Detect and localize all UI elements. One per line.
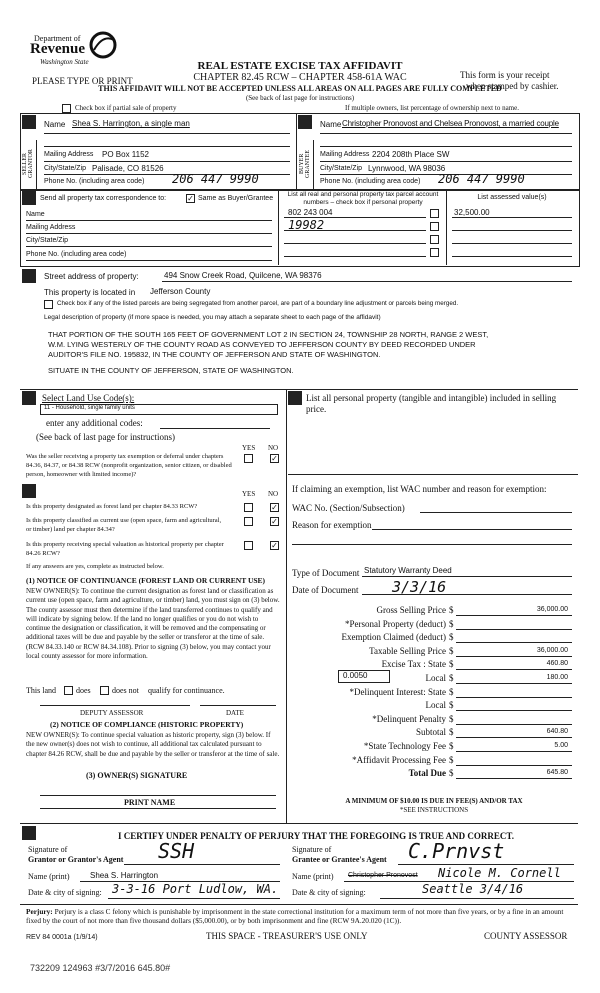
sale-row-currency: $ (449, 755, 454, 765)
seller-mailing[interactable]: PO Box 1152 (102, 150, 149, 159)
segregated-checkbox[interactable] (44, 300, 53, 309)
sale-row-value[interactable]: 645.80 (546, 769, 568, 776)
sale-row-currency: $ (449, 714, 454, 724)
send-correspondence-label: Send all property tax correspondence to: (40, 195, 167, 202)
warning-line: THIS AFFIDAVIT WILL NOT BE ACCEPTED UNLESS ALL AREAS ON ALL PAGES ARE FULLY COMPLETED (98, 84, 502, 93)
buyer-phone[interactable]: 206 447 9990 (438, 172, 525, 186)
question-1: Was the seller receiving a property tax exemption or deferral under chapters 84.36, 84.37, or 84.38 RCW (nonprofit organization, senior citizen, or disabled person, homeowner with limited income)? (26, 453, 232, 478)
q2-no[interactable]: ✓ (271, 503, 278, 512)
cashier-stamp: 732209 124963 #3/7/2016 645.80# (30, 963, 171, 973)
sale-row-label: Local (425, 700, 446, 710)
deputy-assessor: DEPUTY ASSESSOR (80, 709, 144, 717)
personal-property-checkbox-4[interactable] (430, 248, 439, 257)
sale-row-currency: $ (449, 741, 454, 751)
sale-row-label: *Delinquent Penalty (372, 714, 446, 724)
revenue-wordmark: Revenue (30, 41, 85, 57)
sale-row-currency: $ (449, 605, 454, 615)
perjury-label: Perjury: (26, 907, 53, 916)
revenue-logo-icon (88, 30, 118, 60)
rev-number: REV 84 0001a (1/9/14) (26, 934, 98, 941)
no-header-1: NO (268, 444, 279, 452)
sale-row-currency: $ (449, 727, 454, 737)
sale-row-value[interactable]: 36,000.00 (536, 647, 568, 654)
doc-type[interactable]: Statutory Warranty Deed (364, 566, 452, 575)
grantee-name-hand[interactable]: Nicole M. Cornell (438, 866, 561, 880)
legal-label: Legal description of property (if more space is needed, you may attach a separate sheet to each page of the affidavit) (44, 314, 381, 321)
seller-city-label: City/State/Zip (44, 165, 87, 172)
notice-2-title: (2) NOTICE OF COMPLIANCE (HISTORIC PROPERTY) (50, 720, 244, 729)
section-8-marker (22, 826, 36, 840)
sale-row-label: Local (425, 673, 446, 683)
q1-no[interactable]: ✓ (271, 454, 278, 463)
receipt-1: This form is your receipt (460, 70, 550, 80)
q3-no[interactable]: ✓ (271, 517, 278, 526)
land-use-label: Select Land Use Code(s): (42, 393, 135, 403)
section-5-marker (22, 391, 36, 405)
grantor-name[interactable]: Shea S. Harrington (90, 871, 159, 880)
yes-header-2: YES (242, 490, 256, 498)
sale-row-currency: $ (449, 646, 454, 656)
sale-row-label: Total Due (408, 768, 446, 778)
minimum-due-1: A MINIMUM OF $10.00 IS DUE IN FEE(S) AND/OR TAX (345, 797, 523, 805)
parcel-header-1: List all real and personal property tax parcel account (287, 191, 439, 198)
grantor-sig-label: Signature of (28, 845, 68, 854)
enter-additional: enter any additional codes: (46, 418, 143, 428)
minimum-due-2: *SEE INSTRUCTIONS (399, 806, 469, 814)
exemption-label: If claiming an exemption, list WAC number and reason for exemption: (292, 484, 547, 494)
seller-phone-label: Phone No. (including area code) (44, 178, 145, 185)
sale-row-value[interactable]: 460.80 (546, 660, 568, 667)
seller-name[interactable]: Shea S. Harrington, a single man (72, 119, 190, 128)
does-not-label: does not (112, 686, 139, 695)
sale-row-currency: $ (449, 673, 454, 683)
partial-sale-label: Check box if partial sale of property (75, 104, 177, 112)
sale-row-label: *Personal Property (deduct) (345, 619, 446, 629)
buyer-mailing-label: Mailing Address (320, 151, 370, 158)
sale-row-currency: $ (449, 700, 454, 710)
sale-row-value[interactable]: 5.00 (554, 742, 568, 749)
q4-no[interactable]: ✓ (271, 541, 278, 550)
sale-row-value[interactable]: 36,000.00 (536, 606, 568, 613)
dept-line: Department of (34, 34, 81, 43)
q3-yes[interactable] (244, 517, 253, 526)
does-label: does (76, 686, 91, 695)
deputy-date: DATE (226, 709, 244, 717)
chapter-line: CHAPTER 82.45 RCW – CHAPTER 458-61A WAC (193, 72, 407, 83)
corr-city-label: City/State/Zip (26, 237, 69, 244)
receipt-2: when stamped by cashier. (466, 81, 559, 91)
buyer-city-label: City/State/Zip (320, 165, 363, 172)
parcel-2[interactable]: 19982 (288, 218, 325, 232)
sale-row-value[interactable]: 640.80 (546, 728, 568, 735)
segregated-label: Check box if any of the listed parcels are being segregated from another parcel, are part of a boundary line adjustment or parcels being merged. (57, 300, 459, 307)
section-2-marker (298, 115, 312, 129)
land-use-value: 11 - Household, single family units (44, 405, 135, 411)
q2-yes[interactable] (244, 503, 253, 512)
same-as-buyer-label: Same as Buyer/Grantee (198, 195, 274, 202)
legal-4: SITUATE IN THE COUNTY OF JEFFERSON, STATE OF WASHINGTON. (48, 366, 294, 375)
section-7-marker (288, 391, 302, 405)
land-use-see-back: (See back of last page for instructions) (36, 432, 175, 442)
washington-state: Washington State (40, 58, 89, 66)
department-logo (30, 30, 125, 70)
county[interactable]: Jefferson County (150, 287, 211, 296)
corr-mailing-label: Mailing Address (26, 224, 76, 231)
grantee-name-label: Name (print) (292, 872, 334, 881)
sale-row-currency: $ (449, 768, 454, 778)
yes-header-1: YES (242, 444, 256, 452)
assessed-1[interactable]: 32,500.00 (454, 208, 490, 217)
seller-mailing-label: Mailing Address (44, 151, 94, 158)
buyer-mailing[interactable]: 2204 208th Place SW (372, 150, 450, 159)
does-checkbox[interactable] (64, 686, 73, 695)
question-4: Is this property receiving special valuation as historical property per chapter 84.26 RCW? (26, 541, 224, 557)
sale-row-label: Excise Tax : State (381, 659, 446, 669)
grantee-date-city-label: Date & city of signing: (292, 888, 366, 897)
buyer-side-label: BUYER GRANTEE (299, 150, 311, 178)
legal-1: THAT PORTION OF THE SOUTH 165 FEET OF GOVERNMENT LOT 2 IN SECTION 24, TOWNSHIP 28 NORTH, RANGE 2 WEST, (48, 330, 489, 339)
q1-yes[interactable] (244, 454, 253, 463)
treasurer-use: THIS SPACE - TREASURER'S USE ONLY (206, 931, 368, 941)
personal-property-checkbox-2[interactable] (430, 222, 439, 231)
multiple-owners-note: If multiple owners, list percentage of ownership next to name. (345, 104, 519, 112)
notice-1-title: (1) NOTICE OF CONTINUANCE (FOREST LAND OR CURRENT USE) (26, 576, 266, 585)
qualify-label: qualify for continuance. (148, 686, 225, 695)
section-1-marker (22, 115, 36, 129)
sale-row-label: Gross Selling Price (376, 605, 446, 615)
if-yes-note: If any answers are yes, complete as instructed below. (26, 563, 164, 570)
street-label: Street address of property: (44, 272, 139, 281)
sale-row-label: *State Technology Fee (363, 741, 446, 751)
buyer-name[interactable]: Christopher Pronovost and Chelsea Pronovost, a married couple (342, 119, 559, 128)
q4-yes[interactable] (244, 541, 253, 550)
print-name-label: PRINT NAME (124, 798, 176, 807)
doc-date[interactable]: 3/3/16 (392, 578, 447, 596)
doc-date-label: Date of Document (292, 585, 359, 595)
perjury-notice (26, 907, 576, 926)
section-3-marker (22, 191, 36, 205)
grantor-sig-label-2: Grantor or Grantor's Agent (28, 855, 124, 864)
buyer-city[interactable]: Lynnwood, WA 98036 (368, 164, 446, 173)
grantor-date-city[interactable]: 3-3-16 Port Ludlow, WA. (112, 882, 279, 896)
assessed-header: List assessed value(s) (477, 194, 547, 201)
certify-statement: I CERTIFY UNDER PENALTY OF PERJURY THAT THE FOREGOING IS TRUE AND CORRECT. (118, 831, 515, 841)
does-not-checkbox[interactable] (100, 686, 109, 695)
partial-sale-checkbox[interactable] (62, 104, 71, 113)
legal-2: W.M. LYING WESTERLY OF THE COUNTY ROAD AS CONVEYED TO JEFFERSON COUNTY BY DEED RECORDED UNDER (48, 340, 476, 349)
sale-row-label: Subtotal (415, 727, 446, 737)
county-assessor: COUNTY ASSESSOR (484, 931, 568, 941)
buyer-phone-label: Phone No. (including area code) (320, 178, 421, 185)
sale-row-label: Exemption Claimed (deduct) (341, 632, 446, 642)
corr-name-label: Name (26, 211, 45, 218)
land-use-select[interactable] (40, 404, 278, 415)
reason-label: Reason for exemption (292, 520, 372, 530)
corr-phone-label: Phone No. (including area code) (26, 251, 127, 258)
grantor-name-label: Name (print) (28, 872, 70, 881)
doc-type-label: Type of Document (292, 568, 360, 578)
county-label: This property is located in (44, 288, 136, 297)
sale-row-currency: $ (449, 632, 454, 642)
section-6-marker (22, 484, 36, 498)
buyer-name-label: Name (320, 120, 342, 129)
personal-property-checkbox-3[interactable] (430, 235, 439, 244)
grantee-name[interactable]: Christopher Pronovost (348, 872, 418, 879)
grantor-signature[interactable]: SSH (158, 839, 195, 863)
owner-signature-label: (3) OWNER(S) SIGNATURE (86, 771, 188, 780)
form-title: REAL ESTATE EXCISE TAX AFFIDAVIT (197, 60, 403, 72)
legal-3: AUDITOR'S FILE NO. 195832, IN THE COUNTY OF JEFFERSON AND STATE OF WASHINGTON. (48, 350, 381, 359)
personal-property-label: List all personal property (tangible and intangible) included in selling price. (306, 393, 557, 414)
sale-row-currency: $ (449, 687, 454, 697)
personal-property-checkbox-1[interactable] (430, 209, 439, 218)
same-as-buyer-checkbox[interactable]: ✓ (187, 194, 194, 203)
question-2: Is this property designated as forest land per chapter 84.33 RCW? (26, 503, 198, 510)
sale-row-label: *Affidavit Processing Fee (352, 755, 446, 765)
please-type: PLEASE TYPE OR PRINT (32, 76, 133, 86)
seller-side-label: SELLER GRANTOR (22, 149, 34, 179)
sale-row-label: *Delinquent Interest: State (349, 687, 446, 697)
notice-2-body: NEW OWNER(S): To continue special valuation as historic property, sign (3) below. If the new owner(s) does not wish to continue, all additional tax calculated pursuant to chapter 84.26 RCW, shall be due and payable by the seller or transferor at the time of sale. (26, 731, 280, 758)
sale-row-currency: $ (449, 619, 454, 629)
seller-phone[interactable]: 206 447 9990 (172, 172, 259, 186)
section-4-marker (22, 269, 36, 283)
parcel-1[interactable]: 802 243 004 (288, 208, 333, 217)
grantee-date-city[interactable]: Seattle 3/4/16 (422, 882, 524, 896)
grantee-sig-label-2: Grantee or Grantee's Agent (292, 855, 387, 864)
street-address[interactable]: 494 Snow Creek Road, Quilcene, WA 98376 (164, 271, 322, 280)
see-back-top: (See back of last page for instructions) (245, 94, 355, 102)
sale-row-currency: $ (449, 659, 454, 669)
sale-row-value[interactable]: 180.00 (546, 674, 568, 681)
this-land-label: This land (26, 686, 56, 695)
seller-city[interactable]: Palisade, CO 81526 (92, 164, 164, 173)
wac-label: WAC No. (Section/Subsection) (292, 503, 405, 513)
grantee-signature[interactable]: C.Prnvst (408, 839, 505, 863)
grantee-sig-label: Signature of (292, 845, 332, 854)
question-3: Is this property classified as current use (open space, farm and agricultural, or timber) land per chapter 84.34? (26, 517, 222, 533)
perjury-text: Perjury is a class C felony which is punishable by imprisonment in the state correctional institution for a maximum term of not more than five years, or by a fine in an amount fixed by the court of not more than five thousand dollars ($5,000.00), or by both imprisonment and fine (RCW 9A.20.020 (1C)). (26, 907, 564, 926)
parcel-header-2: numbers – check box if personal property (303, 199, 423, 206)
local-rate: 0.0050 (343, 671, 368, 680)
sale-row-label: Taxable Selling Price (369, 646, 446, 656)
notice-1-body: NEW OWNER(S): To continue the current designation as forest land or classification as current use (open space, farm and agriculture, or timber) land, you must sign on (3) below. The county assessor must then determine if the land transferred continues to qualify and will indicate by signing below. If the land no longer qualifies or you do not wish to continue the designation or classification, it will be removed and the compensating or additional taxes will be due and payable by the seller or transferor at the time of sale. (RCW 84.33.140 or RCW 84.34.108). Prior to signing (3) below, you may contact your local county assessor for more information. (26, 587, 280, 661)
grantor-date-city-label: Date & city of signing: (28, 888, 102, 897)
seller-name-label: Name (44, 120, 66, 129)
no-header-2: NO (268, 490, 279, 498)
